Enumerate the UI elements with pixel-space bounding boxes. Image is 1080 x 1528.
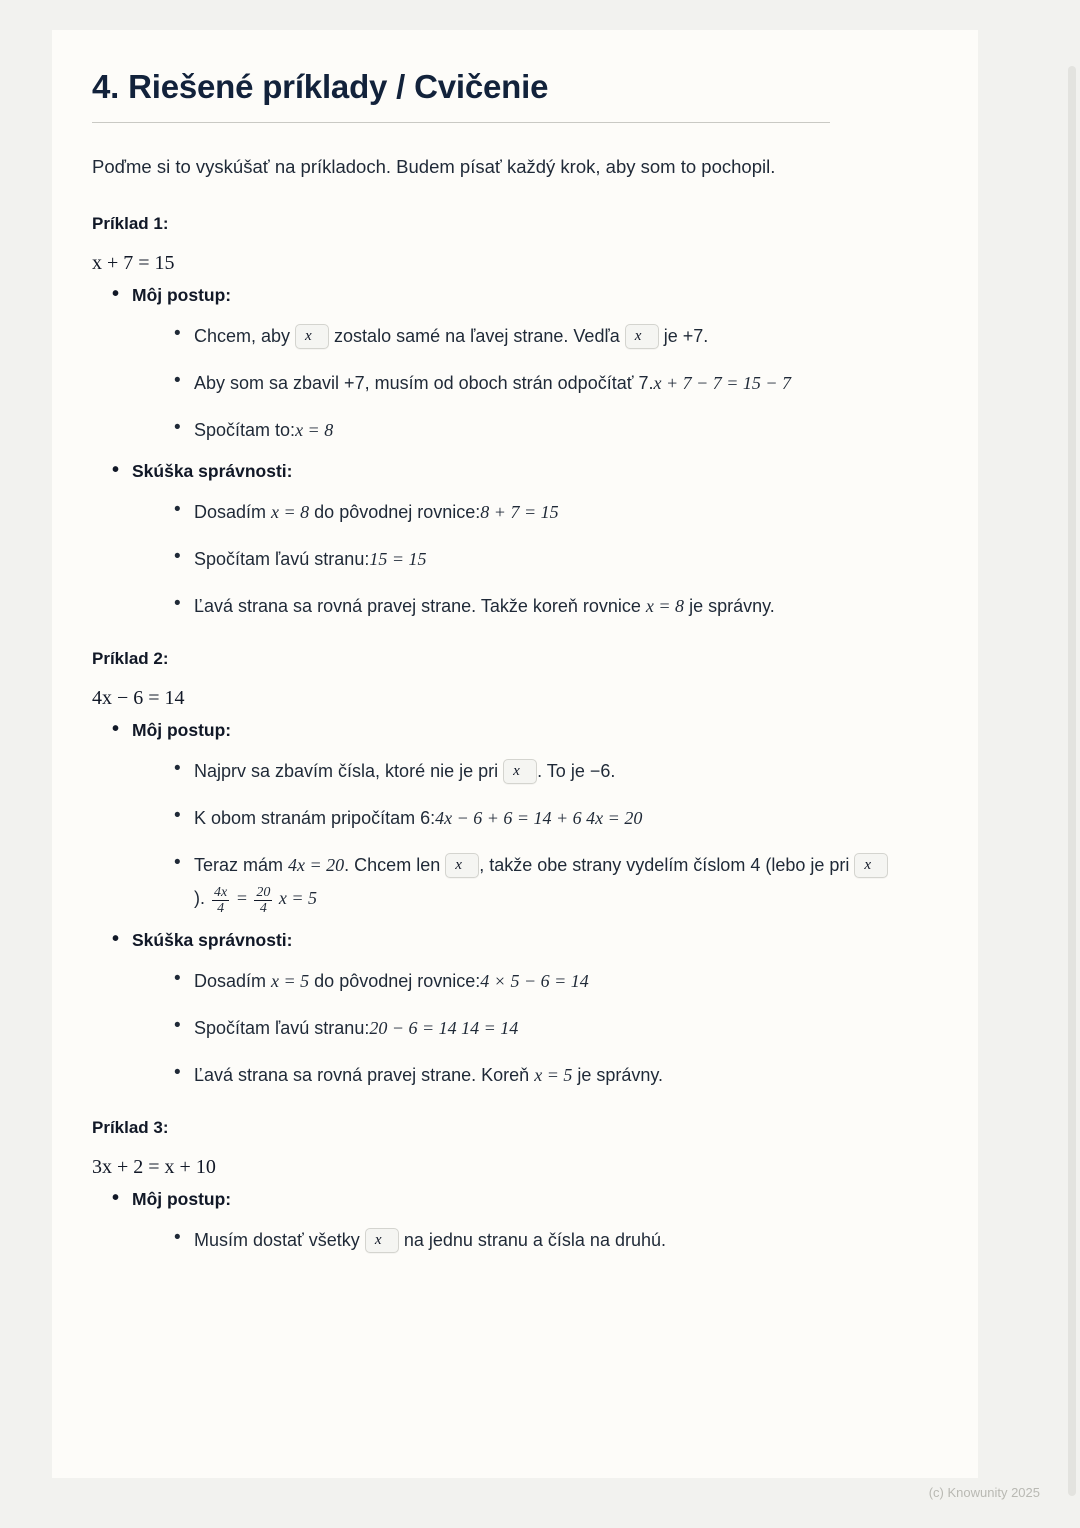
- step-list: [132, 755, 916, 916]
- fraction-numerator: 20: [256, 885, 271, 900]
- examples-container: [92, 214, 916, 1257]
- inline-math: x = 8: [271, 502, 310, 522]
- step-list: [132, 1224, 916, 1257]
- step-text: Dosadím: [194, 502, 272, 522]
- section-label-item: [110, 930, 916, 1092]
- step-text: K obom stranám pripočítam 6:: [194, 808, 436, 828]
- step-text: je správny.: [572, 1065, 664, 1085]
- scrollbar-thumb[interactable]: [1068, 66, 1076, 1496]
- inline-math: 4x − 6 + 6 = 14 + 6 4x = 20: [435, 808, 643, 828]
- section-list: [92, 1189, 916, 1257]
- math-variable-chip: x: [445, 853, 479, 878]
- example-heading: Príklad 1:: [92, 214, 169, 233]
- step-item: [172, 543, 894, 576]
- section-list: [92, 930, 916, 1092]
- math-variable-chip: x: [503, 759, 537, 784]
- section-label-item: [110, 1189, 916, 1257]
- title-divider: [92, 122, 830, 123]
- step-item: [172, 496, 894, 529]
- inline-math: x = 5: [534, 1065, 573, 1085]
- section-label: Skúška správnosti:: [132, 461, 293, 481]
- step-item: [172, 802, 894, 835]
- math-variable-chip: x: [625, 324, 659, 349]
- step-text: do pôvodnej rovnice:: [309, 502, 481, 522]
- section-label: Môj postup:: [132, 285, 232, 305]
- fraction: [254, 885, 272, 916]
- step-text: Teraz mám: [194, 855, 289, 875]
- step-item: [172, 755, 894, 788]
- inline-math: 15 = 15: [369, 549, 427, 569]
- inline-math: x = 8: [645, 596, 685, 616]
- inline-math: 20 − 6 = 14 14 = 14: [369, 1018, 519, 1038]
- section-label: Môj postup:: [132, 720, 232, 740]
- step-text: do pôvodnej rovnice:: [309, 971, 481, 991]
- example-heading: Príklad 2:: [92, 649, 169, 668]
- step-item: [172, 849, 894, 916]
- watermark: (c) Knowunity 2025: [928, 1485, 1040, 1500]
- step-text: Aby som sa zbavil +7, musím od oboch strán odpočítať 7.: [194, 373, 654, 393]
- step-text: ).: [194, 888, 210, 908]
- step-text: na jednu stranu a čísla na druhú.: [398, 1230, 666, 1250]
- step-item: [172, 414, 894, 447]
- example-equation: 3x + 2 = x + 10: [92, 1156, 216, 1178]
- page-title: 4. Riešené príklady / Cvičenie: [92, 68, 549, 105]
- step-item: [172, 367, 894, 400]
- section-label: Skúška správnosti:: [132, 930, 293, 950]
- inline-math: 4x = 20: [288, 855, 345, 875]
- step-text: Ľavá strana sa rovná pravej strane. Takže koreň rovnice: [194, 596, 646, 616]
- inline-math: x = 8: [295, 420, 334, 440]
- inline-math: x + 7 − 7 = 15 − 7: [653, 373, 792, 393]
- step-text: Spočítam to:: [194, 420, 296, 440]
- step-item: [172, 1224, 894, 1257]
- step-item: [172, 320, 894, 353]
- section-label-item: [110, 285, 916, 447]
- step-text: je správny.: [684, 596, 775, 616]
- step-text: Spočítam ľavú stranu:: [194, 549, 370, 569]
- section-label: Môj postup:: [132, 1189, 232, 1209]
- math-variable-chip: x: [854, 853, 888, 878]
- step-text: , takže obe strany vydelím číslom 4 (lebo je pri: [479, 855, 855, 875]
- step-list: [132, 965, 916, 1092]
- inline-math: 8 + 7 = 15: [480, 502, 559, 522]
- step-text: Ľavá strana sa rovná pravej strane. Koreň: [194, 1065, 535, 1085]
- section-label-item: [110, 461, 916, 623]
- step-text: Chcem, aby: [194, 326, 296, 346]
- step-item: [172, 965, 894, 998]
- step-text: Najprv sa zbavím čísla, ktoré nie je pri: [194, 761, 504, 781]
- step-text: zostalo samé na ľavej strane. Vedľa: [329, 326, 625, 346]
- math-variable-chip: x: [295, 324, 329, 349]
- scrollbar-track[interactable]: [1052, 30, 1080, 1478]
- step-text: je +7.: [658, 326, 709, 346]
- example-equation: 4x − 6 = 14: [92, 687, 185, 709]
- section-list: [92, 720, 916, 916]
- step-text: Musím dostať všetky: [194, 1230, 365, 1250]
- inline-math: x = 5: [271, 971, 310, 991]
- inline-math: =: [231, 888, 253, 908]
- step-item: [172, 590, 894, 623]
- step-text: Dosadím: [194, 971, 272, 991]
- intro-paragraph: Poďme si to vyskúšať na príkladoch. Budem písať každý krok, aby som to pochopil.: [92, 156, 776, 177]
- section-list: [92, 461, 916, 623]
- math-variable-chip: x: [365, 1228, 399, 1253]
- step-text: . To je −6.: [537, 761, 616, 781]
- fraction-numerator: 4x: [214, 885, 228, 900]
- fraction-denominator: 4: [217, 901, 225, 916]
- section-label-item: [110, 720, 916, 916]
- step-list: [132, 496, 916, 623]
- step-list: [132, 320, 916, 447]
- fraction-denominator: 4: [259, 901, 267, 916]
- inline-math: x = 5: [274, 888, 318, 908]
- example-heading: Príklad 3:: [92, 1118, 169, 1137]
- example-equation: x + 7 = 15: [92, 252, 175, 274]
- inline-math: 4 × 5 − 6 = 14: [480, 971, 589, 991]
- step-item: [172, 1012, 894, 1045]
- fraction: [212, 885, 229, 916]
- section-list: [92, 285, 916, 447]
- step-item: [172, 1059, 894, 1092]
- step-text: . Chcem len: [344, 855, 446, 875]
- step-text: Spočítam ľavú stranu:: [194, 1018, 370, 1038]
- document-page: [52, 30, 978, 1478]
